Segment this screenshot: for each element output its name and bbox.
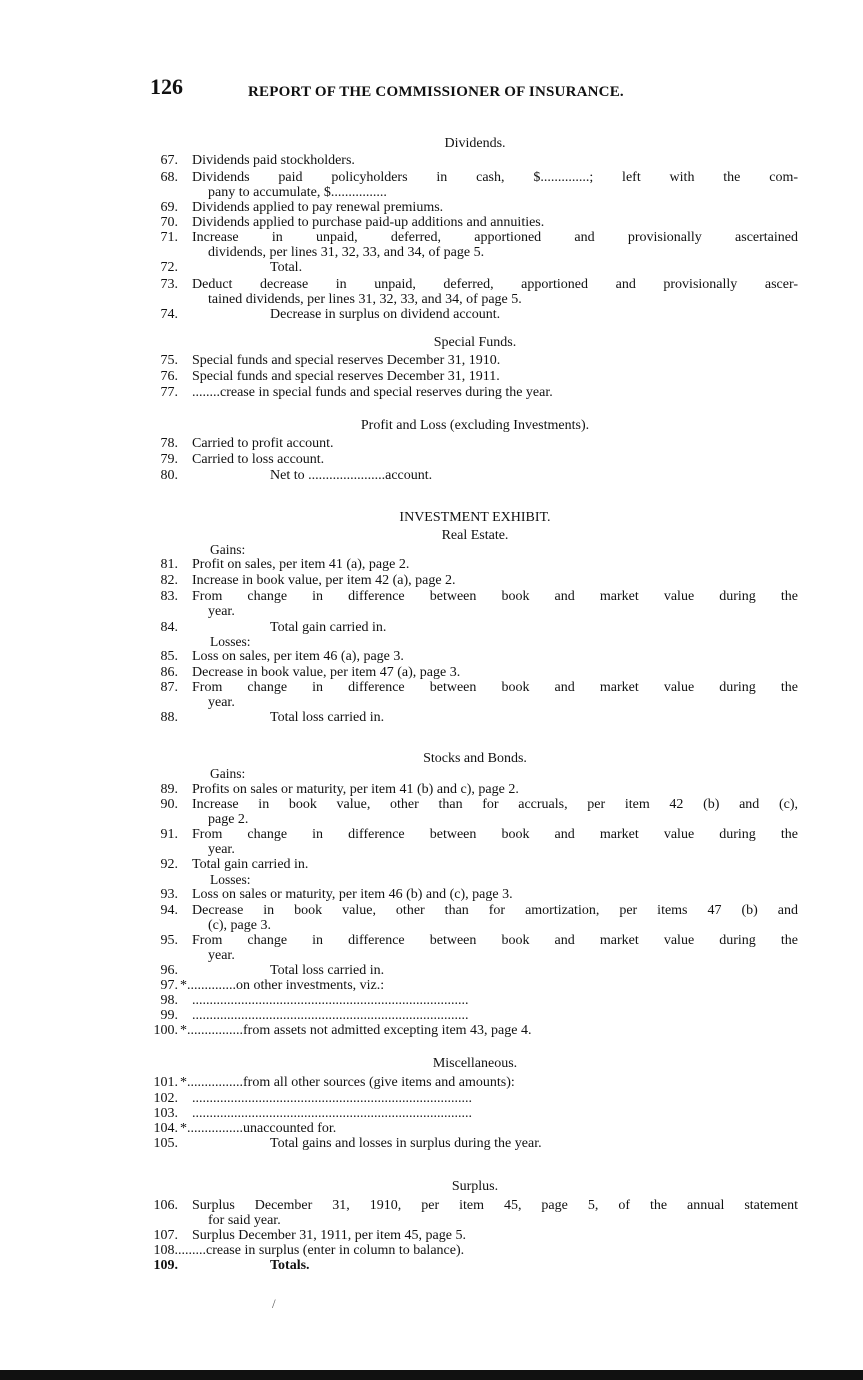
line-text: Decrease in book value, other than for amortization, per items 47 (b) and: [192, 903, 798, 918]
line-number: 80.: [160, 468, 178, 483]
section-heading-investment-exhibit: INVESTMENT EXHIBIT.: [399, 510, 551, 525]
line-text: Loss on sales or maturity, per item 46 (b) and (c), page 3.: [192, 887, 513, 902]
line-text: Special funds and special reserves December 31, 1911.: [192, 369, 500, 384]
line-68-continuation: pany to accumulate, $................: [208, 185, 387, 200]
line-text: ...............................................................................: [192, 993, 469, 1008]
line-text: Totals.: [270, 1258, 310, 1273]
line-text: From change in difference between book and market value during the: [192, 933, 798, 948]
line-text: Carried to loss account.: [192, 452, 325, 467]
line-number: 89.: [160, 782, 178, 797]
line-number: 78.: [160, 436, 178, 451]
section-heading-stocks-bonds: Stocks and Bonds.: [423, 751, 527, 766]
line-number: 105.: [153, 1136, 178, 1151]
line-number: 88.: [160, 710, 178, 725]
line-number: 86.: [160, 665, 178, 680]
line-number: 84.: [160, 620, 178, 635]
line-number: 104.: [153, 1121, 178, 1136]
line-number: 98.: [160, 993, 178, 1008]
line-94-continuation: (c), page 3.: [208, 918, 271, 933]
line-text: ...............................................................................: [192, 1008, 469, 1023]
line-text: *................from all other sources (give items and amounts):: [180, 1075, 515, 1090]
line-number: 87.: [160, 680, 178, 695]
line-number: 67.: [160, 153, 178, 168]
line-text: Dividends paid policyholders in cash, $..............; left with the com-: [192, 170, 798, 185]
line-text: Dividends applied to pay renewal premiums.: [192, 200, 444, 215]
line-text: ........crease in special funds and special reserves during the year.: [192, 385, 553, 400]
line-text: From change in difference between book and market value during the: [192, 827, 798, 842]
line-text: Decrease in book value, per item 47 (a), page 3.: [192, 665, 461, 680]
line-text: Total gains and losses in surplus during the year.: [270, 1136, 542, 1151]
line-number: 94.: [160, 903, 178, 918]
section-heading-dividends: Dividends.: [444, 136, 506, 151]
subhead-losses: Losses:: [210, 872, 251, 887]
line-95-continuation: year.: [208, 948, 235, 963]
running-head: REPORT OF THE COMMISSIONER OF INSURANCE.: [248, 84, 624, 100]
line-text: Carried to profit account.: [192, 436, 334, 451]
line-number: 75.: [160, 353, 178, 368]
line-number: 69.: [160, 200, 178, 215]
line-text: Surplus December 31, 1911, per item 45, page 5.: [192, 1228, 466, 1243]
line-text: Total.: [270, 260, 303, 275]
line-number: 107.: [153, 1228, 178, 1243]
line-text: *................unaccounted for.: [180, 1121, 337, 1136]
section-heading-profit-loss: Profit and Loss (excluding Investments).: [360, 418, 590, 433]
line-number: 108.: [153, 1243, 178, 1258]
line-text: Total loss carried in.: [270, 963, 385, 978]
line-text: Deduct decrease in unpaid, deferred, apportioned and provisionally ascer-: [192, 277, 798, 292]
line-90-continuation: page 2.: [208, 812, 249, 827]
line-text: Decrease in surplus on dividend account.: [270, 307, 501, 322]
line-text: Dividends applied to purchase paid-up additions and annuities.: [192, 215, 545, 230]
line-106-continuation: for said year.: [208, 1213, 281, 1228]
line-text: Dividends paid stockholders.: [192, 153, 355, 168]
line-number: 83.: [160, 589, 178, 604]
line-number: 68.: [160, 170, 178, 185]
line-number: 91.: [160, 827, 178, 842]
line-text: From change in difference between book and market value during the: [192, 589, 798, 604]
line-text: Loss on sales, per item 46 (a), page 3.: [192, 649, 404, 664]
line-number: 74.: [160, 307, 178, 322]
line-text: Increase in unpaid, deferred, apportioned and provisionally ascertained: [192, 230, 798, 245]
line-number: 103.: [153, 1106, 178, 1121]
line-number: 85.: [160, 649, 178, 664]
line-number: 106.: [153, 1198, 178, 1213]
line-83-continuation: year.: [208, 604, 235, 619]
line-text: Total gain carried in.: [192, 857, 309, 872]
line-73-continuation: tained dividends, per lines 31, 32, 33, and 34, of page 5.: [208, 292, 522, 307]
line-text: ................................................................................: [192, 1091, 472, 1106]
page-number: 126: [150, 74, 183, 99]
line-text: Net to ......................account.: [270, 468, 433, 483]
section-heading-real-estate: Real Estate.: [441, 528, 509, 543]
line-number: 72.: [160, 260, 178, 275]
line-number: 96.: [160, 963, 178, 978]
line-87-continuation: year.: [208, 695, 235, 710]
line-text: Total gain carried in.: [270, 620, 387, 635]
line-number: 101.: [153, 1075, 178, 1090]
line-number: 102.: [153, 1091, 178, 1106]
line-number: 93.: [160, 887, 178, 902]
subhead-gains: Gains:: [210, 766, 246, 781]
line-number: 99.: [160, 1008, 178, 1023]
stray-mark: /: [272, 1296, 276, 1311]
line-number: 100.: [153, 1023, 178, 1038]
line-number: 71.: [160, 230, 178, 245]
line-number: 70.: [160, 215, 178, 230]
line-number: 92.: [160, 857, 178, 872]
line-text: Increase in book value, per item 42 (a), page 2.: [192, 573, 456, 588]
line-number: 76.: [160, 369, 178, 384]
line-number: 95.: [160, 933, 178, 948]
subhead-gains: Gains:: [210, 542, 246, 557]
line-number: 97.: [160, 978, 178, 993]
section-heading-surplus: Surplus.: [451, 1179, 499, 1194]
line-text: *................from assets not admitted excepting item 43, page 4.: [180, 1023, 532, 1038]
scan-bottom-edge: [0, 1370, 863, 1380]
line-91-continuation: year.: [208, 842, 235, 857]
line-number: 109.: [153, 1258, 178, 1273]
section-heading-miscellaneous: Miscellaneous.: [432, 1056, 518, 1071]
line-text: Profits on sales or maturity, per item 41 (b) and c), page 2.: [192, 782, 519, 797]
line-number: 79.: [160, 452, 178, 467]
line-text: Increase in book value, other than for accruals, per item 42 (b) and (c),: [192, 797, 798, 812]
line-text: Surplus December 31, 1910, per item 45, page 5, of the annual statement: [192, 1198, 798, 1213]
line-number: 77.: [160, 385, 178, 400]
section-heading-special-funds: Special Funds.: [433, 335, 517, 350]
line-number: 90.: [160, 797, 178, 812]
line-text: ........crease in surplus (enter in column to balance).: [178, 1243, 465, 1258]
line-number: 73.: [160, 277, 178, 292]
subhead-losses: Losses:: [210, 634, 251, 649]
line-number: 82.: [160, 573, 178, 588]
line-71-continuation: dividends, per lines 31, 32, 33, and 34, of page 5.: [208, 245, 485, 260]
line-text: From change in difference between book and market value during the: [192, 680, 798, 695]
line-text: *..............on other investments, viz.:: [180, 978, 385, 993]
line-text: Special funds and special reserves December 31, 1910.: [192, 353, 501, 368]
line-text: ................................................................................: [192, 1106, 472, 1121]
line-number: 81.: [160, 557, 178, 572]
line-text: Total loss carried in.: [270, 710, 385, 725]
line-text: Profit on sales, per item 41 (a), page 2.: [192, 557, 410, 572]
